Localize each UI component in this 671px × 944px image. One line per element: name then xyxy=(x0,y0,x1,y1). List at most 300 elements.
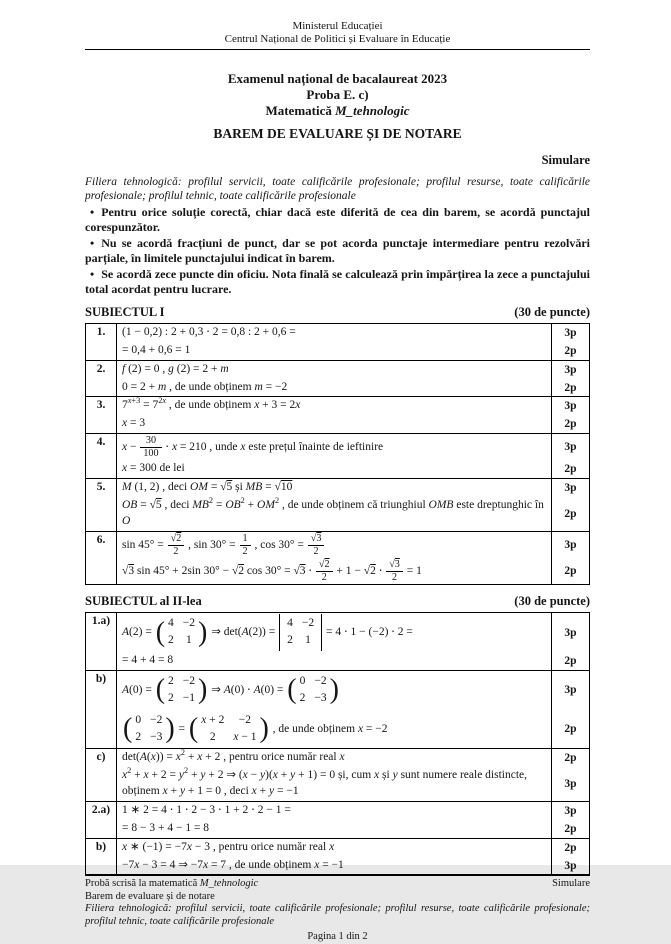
matrix-cell: 4 xyxy=(287,617,293,630)
subject-line xyxy=(85,103,590,119)
math-variable: x xyxy=(162,396,167,406)
solution-line xyxy=(117,613,589,652)
radical-sign: √ xyxy=(310,532,317,544)
points-cell: 3p xyxy=(564,441,577,454)
math-variable: A xyxy=(241,626,249,639)
math-variable: x xyxy=(374,769,380,782)
solution-line xyxy=(117,532,589,558)
matrix-cell: 4 xyxy=(168,617,174,630)
solution-content: $7^{x+3} = 7^{2x}$ , de unde obținem x + 3 = 2x xyxy=(117,397,552,415)
paren-left: ( xyxy=(287,674,297,706)
points-cell: 2p xyxy=(564,463,577,476)
matrix-cell: −1 xyxy=(182,691,196,704)
math-variable: g xyxy=(168,362,174,375)
fraction xyxy=(316,559,333,583)
numerator: 30 xyxy=(145,435,156,447)
math-variable: y xyxy=(392,769,398,782)
math-variable: MB xyxy=(192,499,209,512)
numerator xyxy=(316,559,333,571)
math-variable: y xyxy=(269,785,275,798)
paren-right: ) xyxy=(165,712,175,744)
matrix-cell: 2 xyxy=(168,634,174,647)
radical xyxy=(311,533,322,544)
matrix-cell: 2 xyxy=(168,675,174,688)
matrix xyxy=(123,711,175,748)
solution-line xyxy=(117,558,589,584)
points-cell: 3p xyxy=(564,363,577,376)
page-number: Pagina 1 din 2 xyxy=(307,931,368,943)
row-body xyxy=(117,479,589,531)
solution-content: A(2) = ( 4 −2 2 1 ) ⇒ det(A(2)) = 4 −2 2 1 = 4 ⋅ 1 − (−2) ⋅ 2 = xyxy=(117,613,552,652)
radical xyxy=(293,565,305,577)
math-variable: y xyxy=(200,769,206,782)
math-variable: M xyxy=(122,481,132,494)
row-number: b) xyxy=(86,671,117,748)
matrix-cell: 1 xyxy=(186,634,192,647)
section-heading-2 xyxy=(85,594,590,609)
math-variable: x xyxy=(122,462,128,475)
points-cell: 2p xyxy=(564,822,577,835)
math-variable: A xyxy=(122,684,130,697)
bullet-item xyxy=(85,267,590,296)
bullet-text: Nu se acordă fracțiuni de punct, dar se pot acorda punctaje intermediare pentru rezolvări parțiale, în limitele punctajului indicat în barem. xyxy=(85,236,590,265)
bullet-text: Se acordă zece puncte din oficiu. Nota finală se calculează prin împărțirea la zece a punctajului total acordat pentru lucrare. xyxy=(85,267,590,296)
solution-content: x = 300 de lei xyxy=(117,460,552,478)
math-variable: x xyxy=(134,858,140,871)
row-body xyxy=(117,324,589,360)
solution-line xyxy=(117,652,589,670)
math-variable: x xyxy=(122,417,128,430)
bullet-item xyxy=(85,205,590,234)
matrix-grid xyxy=(165,672,198,709)
table-row xyxy=(86,324,589,361)
solution-content: x − $\frac{30}{100}$ ⋅ x = 210 , unde x este prețul înainte de ieftinire xyxy=(117,434,552,460)
subject-profile: M_tehnologic xyxy=(335,103,410,118)
solution-content: M (1, 2) , deci OM = √5 și MB = √10 xyxy=(117,479,552,497)
solution-content: x = 3 xyxy=(117,415,552,433)
solution-line xyxy=(117,497,589,531)
solution-content: 1 ∗ 2 = 4 ⋅ 1 ⋅ 2 − 3 ⋅ 1 + 2 ⋅ 2 − 1 = xyxy=(117,802,552,820)
matrix-cell: −2 xyxy=(182,617,196,630)
row-body xyxy=(117,802,589,838)
table-row xyxy=(86,434,589,479)
matrix-cell: −3 xyxy=(150,730,163,743)
math-variable: x xyxy=(201,713,207,726)
points-cell: 3p xyxy=(564,482,577,495)
solution-line xyxy=(117,671,589,710)
radical xyxy=(220,481,232,493)
row-number: c) xyxy=(86,749,117,801)
table-row xyxy=(86,397,589,434)
solution-content: ( 0 −2 2 −3 ) = ( x + 2 −2 2 x − 1 ) , de unde obținem x = −2 xyxy=(117,710,552,749)
solution-content: f (2) = 0 , g (2) = 2 + m xyxy=(117,361,552,379)
fraction xyxy=(386,559,403,583)
header-organization xyxy=(85,20,590,46)
matrix xyxy=(156,614,208,651)
solution-line xyxy=(117,361,589,379)
footer-filiera: Filiera tehnologică: profilul servicii, toate calificările profesionale; profilul resurse, toate calificările profesionale; profilul tehnic, toate calificările profesionale xyxy=(85,903,590,927)
radical xyxy=(319,559,330,570)
footer-rule xyxy=(85,875,590,876)
numerator: 1 xyxy=(242,532,248,544)
section-title: SUBIECTUL I xyxy=(85,305,165,319)
solution-line xyxy=(117,839,589,857)
radical xyxy=(122,565,134,577)
points-cell: 3p xyxy=(564,400,577,413)
math-variable: x xyxy=(150,751,156,764)
math-variable: x xyxy=(122,769,128,782)
solution-content: x ∗ (−1) = −7x − 3 , pentru orice număr real x xyxy=(117,839,552,857)
section-title: SUBIECTUL al II-lea xyxy=(85,594,202,609)
solution-line xyxy=(117,415,589,433)
math-variable: A xyxy=(139,751,147,764)
points-cell: 3p xyxy=(564,859,577,872)
solution-content: −7x − 3 = 4 ⇒ −7x = 7 , de unde obținem x = −1 xyxy=(117,857,552,875)
paren-left: ( xyxy=(188,712,199,744)
radical xyxy=(275,481,293,493)
math-variable: x xyxy=(197,751,203,764)
matrix-cell: −2 xyxy=(314,675,327,688)
solution-line xyxy=(117,379,589,397)
row-body xyxy=(117,532,589,585)
math-variable: y xyxy=(179,785,186,798)
radicand: 2 xyxy=(370,564,376,577)
radical xyxy=(232,565,244,577)
math-variable: O xyxy=(122,515,131,528)
matrix-grid xyxy=(132,711,165,748)
radical-sign: √ xyxy=(220,481,227,494)
radicand: 10 xyxy=(280,481,293,494)
simulare-label: Simulare xyxy=(541,153,590,167)
row-number: 5. xyxy=(86,479,117,531)
row-body xyxy=(117,749,589,801)
solution-content: = 8 − 3 + 4 − 1 = 8 xyxy=(117,820,552,838)
math-variable: OM xyxy=(190,481,208,494)
filiera-paragraph: Filiera tehnologică: profilul servicii, toate calificările profesionale; profilul resurse, toate calificările profesionale; profilul tehnic, toate calificările profesionale xyxy=(85,176,590,202)
math-variable: x xyxy=(339,751,345,764)
math-variable: x xyxy=(127,396,132,406)
matrix-cell: −2 xyxy=(301,617,315,630)
solution-line xyxy=(117,857,589,875)
row-body xyxy=(117,397,589,433)
matrix-cell: −3 xyxy=(314,691,327,704)
math-superscript: 2x xyxy=(158,396,167,406)
math-variable: y xyxy=(178,769,184,782)
footer-simulare: Simulare xyxy=(552,878,590,890)
points-cell: 2p xyxy=(564,381,577,394)
radicand: 5 xyxy=(155,499,162,512)
solution-content: $x^2 + x + 2 = y^2 + y + 2$ ⇒ (x − y)(x + y + 1) = 0 și, cum x și y sunt numere reale distincte, obținem x + y + 1 = 0 , deci x + y = −1 xyxy=(117,767,552,801)
paren-right: ) xyxy=(329,674,339,706)
row-number: 6. xyxy=(86,532,117,585)
math-variable: x xyxy=(254,399,260,412)
solution-content: A(0) = ( 2 −2 2 −1 ) ⇒ A(0) ⋅ A(0) = ( 0 −2 2 −3 ) xyxy=(117,671,552,710)
barem-title: BAREM DE EVALUARE ȘI DE NOTARE xyxy=(213,126,462,141)
radicand: 2 xyxy=(176,532,182,544)
row-number: 2.a) xyxy=(86,802,117,838)
math-variable: OM xyxy=(257,499,275,512)
points-cell: 2p xyxy=(564,655,577,668)
math-variable: m xyxy=(254,380,263,393)
solution-line xyxy=(117,710,589,749)
math-variable: x xyxy=(314,858,320,871)
math-variable: x xyxy=(295,399,301,412)
determinant-matrix xyxy=(279,614,322,651)
rubric-table-1 xyxy=(85,323,590,585)
math-variable: x xyxy=(122,840,128,853)
denominator: 2 xyxy=(316,571,333,584)
matrix-cell: 2 xyxy=(299,691,306,704)
page-footer xyxy=(85,875,590,944)
points-cell: 3p xyxy=(564,778,577,791)
points-cell: 2p xyxy=(564,841,577,854)
points-cell: 3p xyxy=(564,326,577,339)
math-variable: x xyxy=(240,440,246,453)
row-body xyxy=(117,613,589,670)
bullet-icon: • xyxy=(90,236,95,250)
solution-line xyxy=(117,342,589,360)
table-row xyxy=(86,839,589,875)
points-cell: 3p xyxy=(564,539,577,552)
row-body xyxy=(117,361,589,397)
radical-sign: √ xyxy=(274,481,281,494)
math-variable: OMB xyxy=(428,499,454,512)
solution-content: sin 45° = $\frac{√2}{2}$ , sin 30° = $\frac{1}{2}$ , cos 30° = $\frac{√3}{2}$ xyxy=(117,532,552,558)
fraction xyxy=(140,435,161,459)
solution-content: (1 − 0,2) : 2 + 0,3 ⋅ 2 = 0,8 : 2 + 0,6 = xyxy=(117,324,552,342)
matrix xyxy=(156,672,208,709)
radical-sign: √ xyxy=(122,564,129,577)
radicand: 2 xyxy=(238,564,245,577)
math-superscript: 2 xyxy=(127,766,132,776)
table-row xyxy=(86,613,589,671)
radical xyxy=(389,559,400,570)
bullet-icon: • xyxy=(90,205,95,219)
solution-content: = 0,4 + 0,6 = 1 xyxy=(117,342,552,360)
math-variable: A xyxy=(223,684,231,697)
matrix-cell: x + 2 xyxy=(201,713,225,726)
math-variable: x xyxy=(162,785,168,798)
radical xyxy=(150,499,162,511)
solution-line xyxy=(117,802,589,820)
row-body xyxy=(117,434,589,478)
matrix-grid xyxy=(165,614,198,651)
radical-sign: √ xyxy=(389,559,395,571)
radicand: 2 xyxy=(324,559,330,571)
points-cell: 3p xyxy=(564,684,577,697)
radical-sign: √ xyxy=(231,564,239,577)
section-points: (30 de puncte) xyxy=(514,594,590,609)
section-heading-1 xyxy=(85,305,590,320)
bullet-text: Pentru orice soluție corectă, chiar dacă este diferită de cea din barem, se acordă punctajul corespunzător. xyxy=(85,205,590,234)
denominator: 2 xyxy=(386,571,403,584)
org-line-2: Centrul Național de Politici și Evaluare în Educație xyxy=(224,33,451,45)
matrix-cell: 2 xyxy=(135,730,142,743)
row-number: b) xyxy=(86,839,117,875)
footer-line-2: Barem de evaluare și de notare xyxy=(85,890,215,902)
radicand: 3 xyxy=(394,559,400,571)
math-variable: x xyxy=(186,840,192,853)
footer-proba-prefix: Probă scrisă la matematică xyxy=(85,878,200,890)
math-variable: OB xyxy=(225,499,241,512)
math-variable: y xyxy=(290,769,296,782)
org-line-1: Ministerul Educației xyxy=(292,20,383,32)
solution-content: OB = √5 , deci $MB^2 = OB^2 + OM^2$ , de unde obținem că triunghiul OMB este dreptunghic în O xyxy=(117,497,552,531)
radical-sign: √ xyxy=(318,559,325,571)
radical xyxy=(364,565,376,577)
exam-title: Examenul național de bacalaureat 2023 xyxy=(227,71,448,86)
fraction xyxy=(308,533,325,557)
footer-proba xyxy=(85,878,258,891)
footer-line-1 xyxy=(85,878,590,891)
math-variable: x xyxy=(143,769,149,782)
solution-line xyxy=(117,749,589,767)
math-superscript: 2 xyxy=(180,748,186,758)
denominator: 2 xyxy=(308,545,325,558)
radical-sign: √ xyxy=(170,532,177,544)
math-variable: x xyxy=(202,858,209,871)
numerator xyxy=(168,533,185,545)
paren-left: ( xyxy=(155,674,166,706)
proba-line: Proba E. c) xyxy=(306,87,369,102)
radical-sign: √ xyxy=(149,499,156,512)
numerator xyxy=(386,559,403,571)
paren-right: ) xyxy=(259,712,269,744)
solution-content: = 4 + 4 = 8 xyxy=(117,652,552,670)
radicand: 5 xyxy=(226,481,233,494)
denominator: 100 xyxy=(140,447,161,460)
math-superscript: 2 xyxy=(183,766,189,776)
math-variable: OB xyxy=(122,499,138,512)
matrix-cell: 0 xyxy=(135,713,142,726)
math-superscript: 2 xyxy=(274,496,280,506)
matrix-cell: 1 xyxy=(305,634,311,647)
radical-sign: √ xyxy=(363,564,371,577)
solution-line xyxy=(117,479,589,497)
math-variable: x xyxy=(171,440,178,453)
radicand: 3 xyxy=(316,532,322,544)
math-variable: x xyxy=(233,730,239,743)
fraction xyxy=(240,533,251,557)
solution-content: $\det(A(x)) = x^2 + x + 2$ , pentru orice număr real x xyxy=(117,749,552,767)
points-cell: 3p xyxy=(564,804,577,817)
paren-left: ( xyxy=(123,712,133,744)
math-variable: f xyxy=(122,362,126,375)
denominator: 2 xyxy=(240,545,251,558)
solution-content: 0 = 2 + m , de unde obținem m = −2 xyxy=(117,379,552,397)
row-number: 1. xyxy=(86,324,117,360)
fraction xyxy=(168,533,185,557)
rubric-table-2 xyxy=(85,612,590,875)
row-number: 3. xyxy=(86,397,117,433)
matrix-grid xyxy=(297,672,330,709)
numerator xyxy=(308,533,325,545)
matrix-cell: −2 xyxy=(150,713,163,726)
points-cell: 2p xyxy=(564,344,577,357)
matrix xyxy=(287,672,339,709)
row-body xyxy=(117,671,589,748)
header-rule xyxy=(85,49,590,50)
denominator: 2 xyxy=(168,545,185,558)
math-variable: A xyxy=(122,626,130,639)
math-variable: x xyxy=(175,751,181,764)
radicand: 3 xyxy=(299,564,306,577)
row-number: 1.a) xyxy=(86,613,117,670)
solution-line xyxy=(117,460,589,478)
math-variable: x xyxy=(329,840,335,853)
math-superscript: 2 xyxy=(240,496,245,506)
matrix-cell: 2 xyxy=(209,730,216,743)
paren-left: ( xyxy=(155,616,166,648)
radical xyxy=(171,533,182,544)
paren-right: ) xyxy=(198,674,208,706)
radical-sign: √ xyxy=(293,564,300,577)
points-cell: 2p xyxy=(564,508,577,521)
points-cell: 2p xyxy=(564,723,577,736)
matrix-cell: 2 xyxy=(287,634,293,647)
title-block xyxy=(85,71,590,119)
points-cell: 2p xyxy=(564,565,577,578)
math-variable: y xyxy=(260,769,266,782)
bullet-icon: • xyxy=(90,267,95,281)
solution-content: √3 sin 45° + 2sin 30° − √2 cos 30° = √3 ⋅ $\frac{√2}{2}$ + 1 − √2 ⋅ $\frac{√3}{2}$ = 1 xyxy=(117,558,552,584)
solution-line xyxy=(117,767,589,801)
matrix-cell: x − 1 xyxy=(233,730,257,743)
footer-proba-profile: M_tehnologic xyxy=(199,878,259,890)
math-variable: m xyxy=(157,380,167,393)
points-cell: 2p xyxy=(564,418,577,431)
matrix-cell: 0 xyxy=(299,675,306,688)
math-variable: MB xyxy=(245,481,263,494)
bullet-item xyxy=(85,236,590,265)
math-superscript: x+3 xyxy=(127,396,141,406)
table-row xyxy=(86,749,589,802)
table-row xyxy=(86,671,589,749)
matrix xyxy=(189,711,269,748)
math-variable: x xyxy=(357,722,364,735)
solution-line xyxy=(117,397,589,415)
math-variable: m xyxy=(220,362,229,375)
table-row xyxy=(86,479,589,532)
matrix-grid xyxy=(198,711,259,748)
matrix-cell: 2 xyxy=(168,691,174,704)
math-variable: x xyxy=(251,785,257,798)
row-number: 2. xyxy=(86,361,117,397)
math-superscript: 2 xyxy=(208,496,214,506)
math-variable: x xyxy=(272,769,278,782)
radicand: 3 xyxy=(128,564,135,577)
solution-line xyxy=(117,434,589,460)
solution-line xyxy=(117,820,589,838)
math-variable: x xyxy=(122,440,128,453)
matrix-grid xyxy=(279,614,322,651)
row-number: 4. xyxy=(86,434,117,478)
points-cell: 2p xyxy=(564,752,577,765)
row-body xyxy=(117,839,589,875)
table-row xyxy=(86,361,589,398)
solution-line xyxy=(117,324,589,342)
matrix-cell: −2 xyxy=(238,713,252,726)
points-cell: 3p xyxy=(564,626,577,639)
paren-right: ) xyxy=(198,616,208,648)
section-points: (30 de puncte) xyxy=(514,305,590,319)
table-row xyxy=(86,532,589,585)
math-variable: x xyxy=(242,769,248,782)
table-row xyxy=(86,802,589,839)
matrix-cell: −2 xyxy=(182,675,196,688)
subject-prefix: Matematică xyxy=(265,103,336,118)
math-variable: A xyxy=(253,684,261,697)
